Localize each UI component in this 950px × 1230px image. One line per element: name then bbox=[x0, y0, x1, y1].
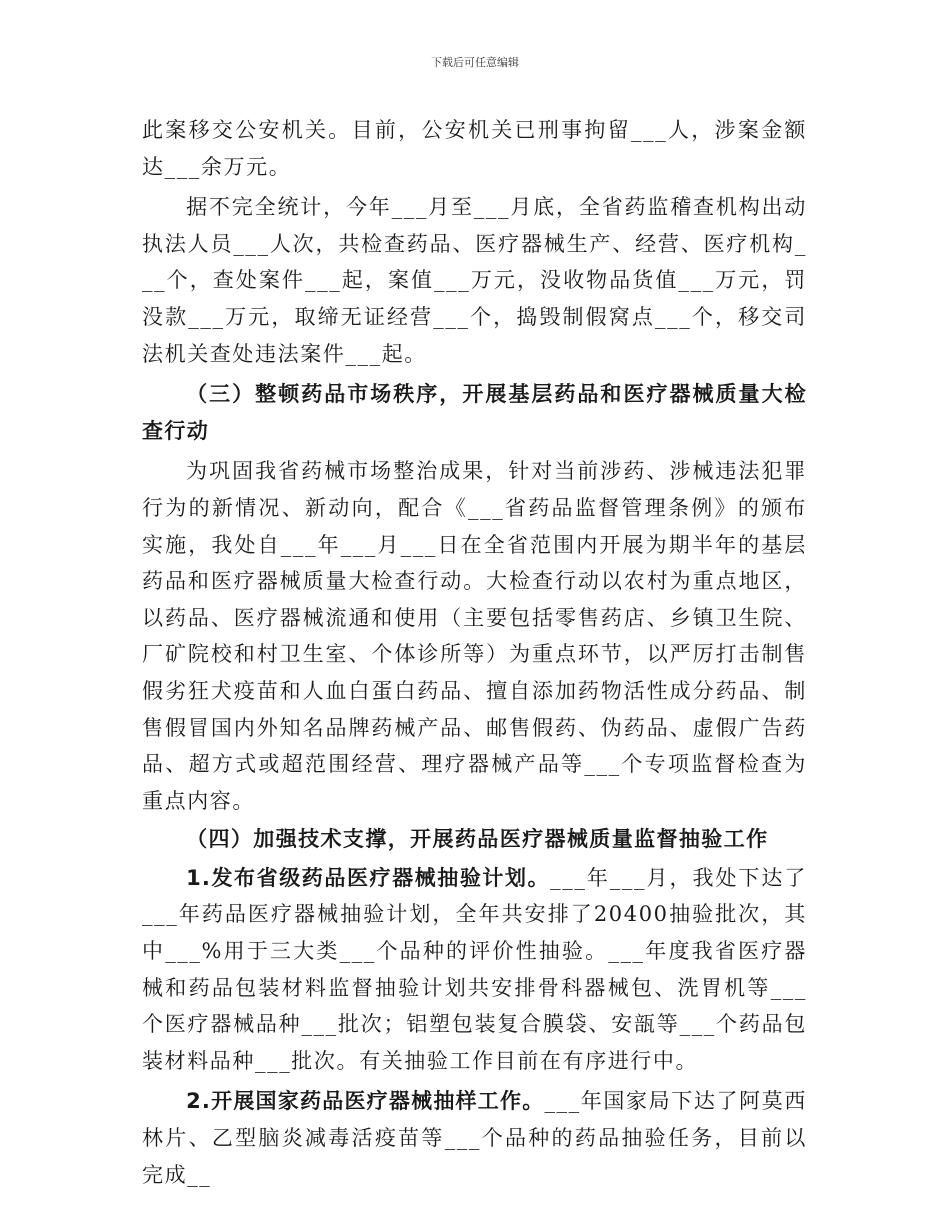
paragraph-inspection-campaign: 为巩固我省药械市场整治成果，针对当前涉药、涉械违法犯罪行为的新情况、新动向，配合《___省药品监督管理条例》的颁布实施，我处自___年___月___日在全省范围内开展为期半年的基层药品和医疗器械质量大检查行动。大检查行动以农村为重点地区，以药品、医疗器械流通和使用（主要包括零售药店、乡镇卫生院、厂矿院校和村卫生室、个体诊所等）为重点环节，以严厉打击制售假劣狂犬疫苗和人血白蛋白药品、擅自添加药物活性成分药品、制售假冒国内外知名品牌药械产品、邮售假药、伪药品、虚假广告药品、超方式或超范围经营、理疗器械产品等___个专项监督检查为重点内容。 bbox=[142, 459, 807, 813]
paragraph-case-transfer: 此案移交公安机关。目前，公安机关已刑事拘留___人，涉案金额达___余万元。 bbox=[142, 118, 807, 179]
item-2-lead: 2.开展国家药品医疗器械抽样工作。 bbox=[186, 1089, 545, 1114]
item-2-text: ___年国家局下达了阿莫西林片、乙型脑炎减毒活疫苗等___个品种的药品抽验任务，目前以完成__ bbox=[142, 1089, 807, 1187]
paragraph-national-sampling bbox=[142, 1083, 807, 1193]
paragraph-provincial-plan bbox=[142, 860, 807, 1080]
section-heading-4: （四）加强技术支撑，开展药品医疗器械质量监督抽验工作 bbox=[186, 827, 769, 852]
page-header: 下载后可任意编辑 bbox=[431, 56, 519, 69]
paragraph-statistics: 据不完全统计，今年___月至___月底，全省药监稽查机构出动执法人员___人次，共检查药品、医疗器械生产、经营、医疗机构___个，查处案件___起，案值___万元，没收物品货值___万元，罚没款___万元，取缔无证经营___个，捣毁制假窝点___个，移交司法机关查处违法案件___起。 bbox=[142, 195, 807, 366]
section-heading-3: （三）整顿药品市场秩序，开展基层药品和医疗器械质量大检查行动 bbox=[142, 382, 807, 443]
item-1-lead: 1.发布省级药品医疗器械抽验计划。 bbox=[186, 865, 551, 890]
item-1-text: ___年___月，我处下达了___年药品医疗器械抽验计划，全年共安排了20400抽验批次，其中___%用于三大类___个品种的评价性抽验。___年度我省医疗器械和药品包装材料监督抽验计划共安排骨科器械包、洗胃机等___个医疗器械品种___批次；铝塑包装复合膜袋、安瓿等___个药品包装材料品种___批次。有关抽验工作目前在有序进行中。 bbox=[142, 865, 807, 1073]
document-body bbox=[142, 112, 807, 1193]
